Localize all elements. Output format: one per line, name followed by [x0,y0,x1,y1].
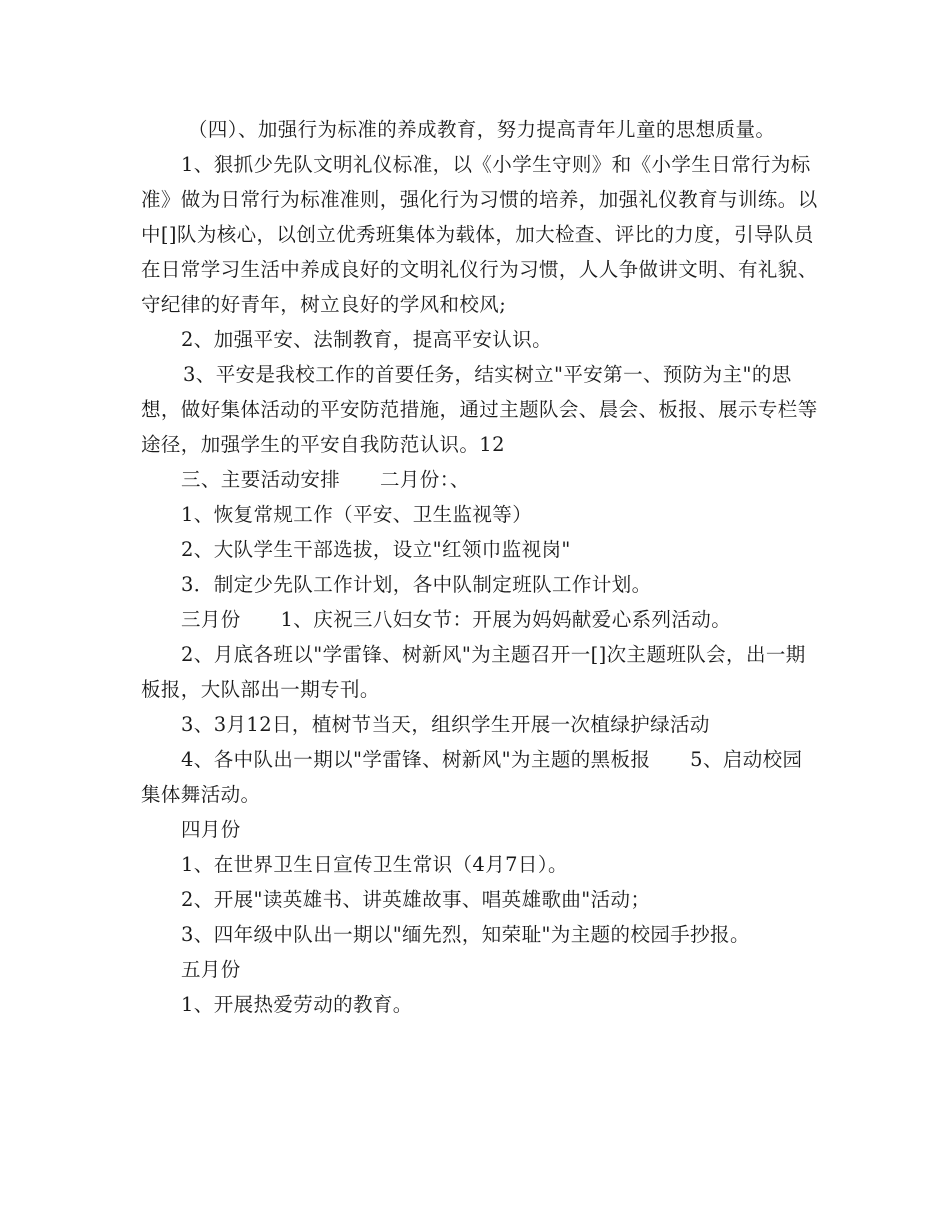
paragraph-april-heading: 四月份 [181,818,241,841]
paragraph-march-item-3: 3、3月12日，植树节当天，组织学生开展一次植绿护绿活动 [181,713,710,736]
paragraph-feb-item-2: 2、大队学生干部选拔，设立"红领巾监视岗" [181,538,571,561]
paragraph-etiquette-standards: 1、狠抓少先队文明礼仪标准，以《小学生守则》和《小学生日常行为标准》做为日常行为标准准则，强化行为习惯的培养，加强礼仪教育与训练。以中[]队为核心，以创立优秀班集体为载体，加大检查、评比的力度，引导队员在日常学习生活中养成良好的文明礼仪行为习惯，人人争做讲文明、有礼貌、守纪律的好青年，树立良好的学风和校风; [141,153,818,316]
paragraph-april-item-1: 1、在世界卫生日宣传卫生常识（4月7日）。 [181,853,568,876]
paragraph-april-item-2: 2、开展"读英雄书、讲英雄故事、唱英雄歌曲"活动； [181,888,651,911]
paragraph-may-heading: 五月份 [181,958,241,981]
paragraph-feb-item-3: 3．制定少先队工作计划，各中队制定班队工作计划。 [181,573,652,596]
paragraph-safety-priority: 3、平安是我校工作的首要任务，结实树立"平安第一、预防为主"的思想，做好集体活动的平安防范措施，通过主题队会、晨会、板报、展示专栏等途径，加强学生的平安自我防范认识。12 [141,363,818,456]
paragraph-march-item-4-5: 4、各中队出一期以"学雷锋、树新风"为主题的黑板报 5、启动校园集体舞活动。 [141,748,803,806]
paragraph-march-item-2: 2、月底各班以"学雷锋、树新风"为主题召开一[]次主题班队会，出一期板报，大队部出一期专刊。 [141,643,806,701]
paragraph-section-four-heading: （四）、加强行为标准的养成教育，努力提高青年儿童的思想质量。 [188,118,776,141]
paragraph-feb-item-1: 1、恢复常规工作（平安、卫生监视等） [181,503,533,526]
paragraph-safety-legal-education: 2、加强平安、法制教育，提高平安认识。 [181,328,553,351]
paragraph-activity-arrangement-heading: 三、主要活动安排 二月份：、 [181,468,470,491]
document-body [141,112,821,1022]
paragraph-april-item-3: 3、四年级中队出一期以"缅先烈，知荣耻"为主题的校园手抄报。 [181,923,750,946]
paragraph-march-item-1: 三月份 1、庆祝三八妇女节：开展为妈妈献爱心系列活动。 [181,608,732,631]
paragraph-may-item-1: 1、开展热爱劳动的教育。 [181,993,413,1016]
